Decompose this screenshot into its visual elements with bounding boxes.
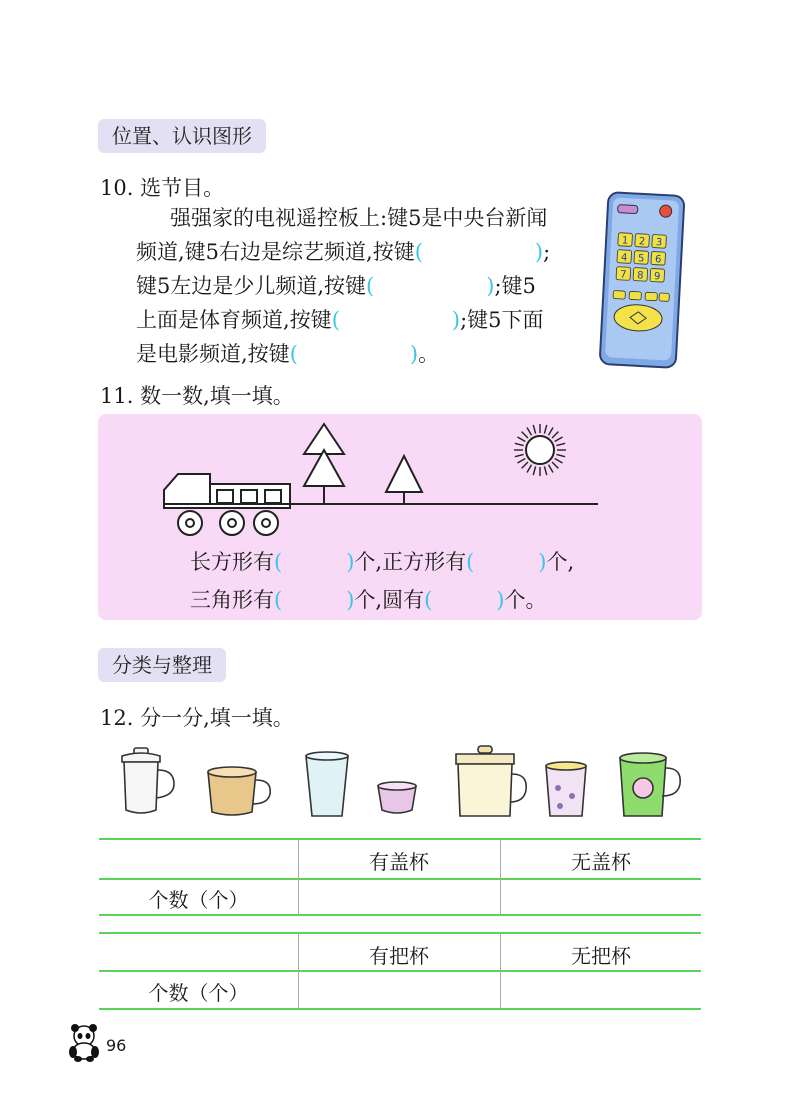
cup-brown-mug [208, 767, 270, 815]
sun-ray [533, 425, 535, 434]
table2-input-no-handle[interactable] [502, 972, 700, 1006]
q11-answer-line2 [190, 582, 547, 618]
cup-patterned [546, 762, 586, 816]
sun-ray [527, 427, 532, 435]
paren-close: ) [538, 550, 547, 574]
section-tag-classify: 分类与整理 [98, 648, 226, 682]
table2-top-rule [99, 932, 701, 934]
sun-ray [515, 443, 524, 445]
sun-ray [527, 465, 532, 473]
remote-key-label: 8 [636, 270, 644, 282]
table1-input-lid[interactable] [300, 880, 498, 914]
sun-ray [556, 443, 565, 445]
table1-input-no-lid[interactable] [502, 880, 700, 914]
sun-ray [517, 459, 525, 464]
paren-close: ) [346, 588, 355, 612]
paren-open: ( [274, 588, 283, 612]
table1-bottom-rule [99, 914, 701, 916]
remote-key-label: 5 [637, 253, 645, 265]
paren-open: ( [274, 550, 283, 574]
sun-ray [515, 454, 524, 456]
truck-cab [164, 474, 210, 504]
table2-row-label: 个数（个） [148, 981, 249, 1005]
q11-title: 11. 数一数,填一填。 [100, 384, 294, 408]
sun-ray [544, 466, 546, 475]
table2-bottom-rule [99, 1008, 701, 1010]
table1-header-lid: 有盖杯 [369, 850, 429, 874]
paren-close: ) [451, 308, 461, 332]
cup-lid-handle-glass [122, 748, 174, 813]
q10-line5-end: 。 [418, 342, 440, 366]
cup-glass-tumbler [306, 752, 348, 816]
q10-line3 [136, 268, 536, 304]
q10-line2 [136, 234, 550, 270]
table2-input-handle[interactable] [300, 972, 498, 1006]
q10-line4-text: 上面是体育频道,按键 [136, 308, 332, 332]
q10-line4-end: ;键5下面 [460, 308, 544, 332]
sun-ray [533, 466, 535, 475]
sun-ray [549, 465, 554, 473]
q11-rect-label: 长方形有 [190, 550, 274, 574]
q10-line1: 强强家的电视遥控板上:键5是中央台新闻 [170, 206, 548, 230]
remote-key-label: 1 [621, 235, 629, 247]
paren-open: ( [289, 342, 298, 366]
table2-header-handle: 有把杯 [369, 944, 429, 968]
sun-ray [544, 425, 546, 434]
page-number: 96 [106, 1036, 127, 1055]
remote-key-label: 4 [620, 252, 628, 264]
sun-ray [552, 432, 558, 438]
sun-ray [522, 462, 528, 468]
sun-ray [522, 432, 528, 438]
paren-open: ( [466, 550, 475, 574]
sun-ray [517, 437, 525, 442]
q11-triangle-label: 三角形有 [190, 588, 274, 612]
remote-control-illustration [596, 188, 688, 374]
q11-square-label: 个,正方形有 [354, 550, 467, 574]
table1-header-no-lid: 无盖杯 [571, 850, 631, 874]
paren-close: ) [534, 240, 544, 264]
cup-pink-bowl [378, 782, 416, 813]
remote-key-label: 6 [654, 254, 662, 266]
sun-ray [555, 459, 563, 464]
q11-circle-label: 个,圆有 [354, 588, 425, 612]
paren-open: ( [414, 240, 423, 264]
cup-green-mug [620, 753, 680, 816]
q12-title: 12. 分一分,填一填。 [100, 706, 294, 730]
paren-close: ) [496, 588, 505, 612]
q10-title: 10. 选节目。 [100, 176, 225, 200]
table1-row-label: 个数（个） [148, 888, 249, 912]
sun-ray [555, 437, 563, 442]
q11-line2-end: 个。 [504, 588, 547, 612]
q11-answer-line1 [190, 544, 574, 580]
q10-line5-text: 是电影频道,按键 [136, 342, 290, 366]
remote-key-label: 3 [655, 237, 663, 249]
q10-line3-end: ;键5 [494, 274, 536, 298]
cup-cream-lid-handle [456, 746, 526, 816]
q10-line2-end: ; [543, 240, 551, 264]
table2-header-no-handle: 无把杯 [571, 944, 631, 968]
remote-key-label: 9 [653, 271, 661, 283]
q10-line3-text: 键5左边是少儿频道,按键 [136, 274, 367, 298]
paren-open: ( [331, 308, 340, 332]
table1-top-rule [99, 838, 701, 840]
paren-open: ( [366, 274, 375, 298]
remote-key-label: 7 [619, 269, 627, 281]
q10-line4 [136, 302, 544, 338]
panda-icon [64, 1022, 104, 1062]
q11-line1-end: 个, [546, 550, 575, 574]
q10-line2-text: 频道,键5右边是综艺频道,按键 [136, 240, 415, 264]
paren-close: ) [346, 550, 355, 574]
cups-illustration [110, 744, 690, 824]
paren-close: ) [409, 342, 419, 366]
paren-close: ) [486, 274, 495, 298]
sun-ray [552, 462, 558, 468]
section-tag-position: 位置、认识图形 [98, 119, 266, 153]
paren-open: ( [424, 588, 433, 612]
sun-ray [556, 454, 565, 456]
sun-ray [549, 427, 554, 435]
q10-line5 [136, 336, 439, 372]
remote-key-label: 2 [638, 236, 646, 248]
